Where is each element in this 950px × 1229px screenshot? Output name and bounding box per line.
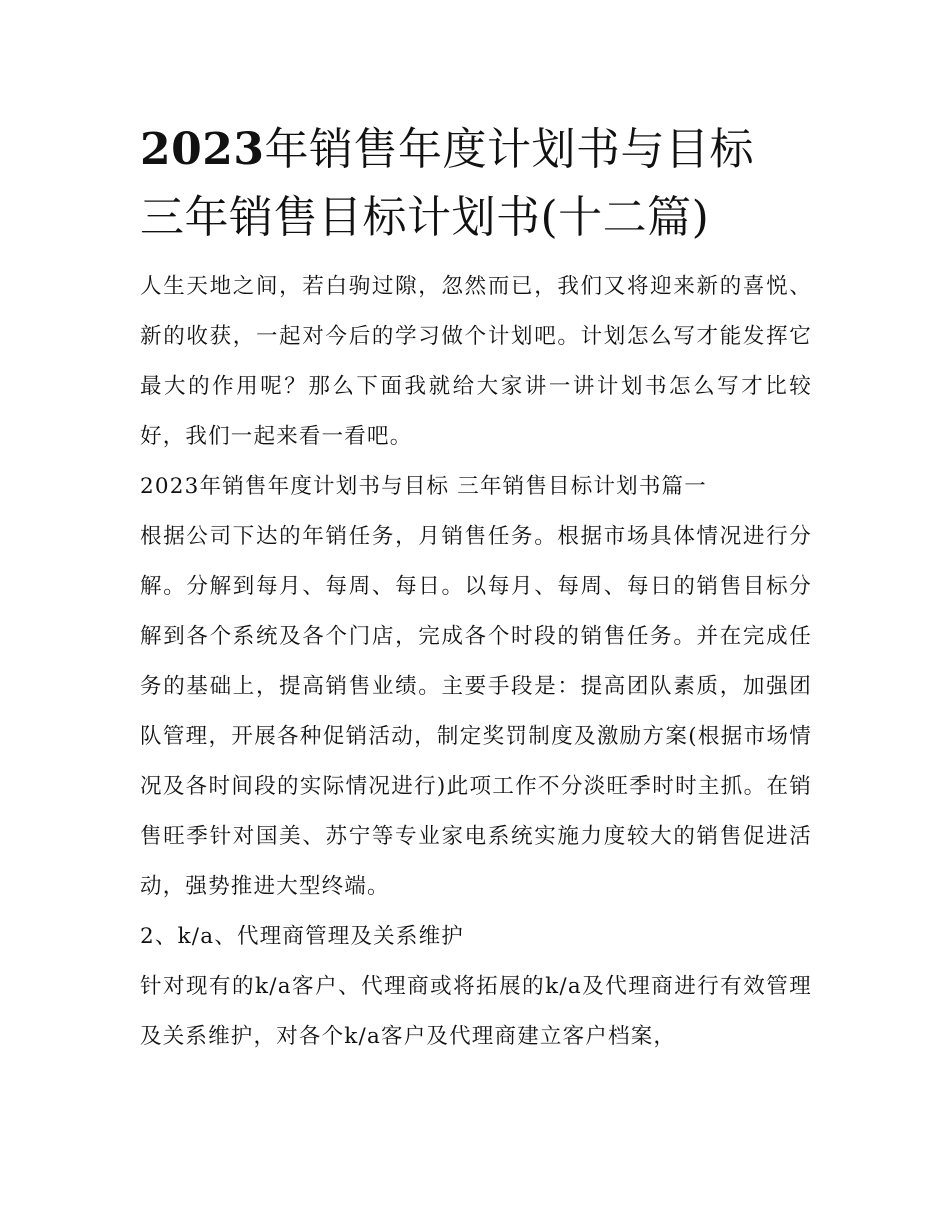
section-1-paragraph: 根据公司下达的年销任务，月销售任务。根据市场具体情况进行分解。分解到每月、每周、每日。以每月、每周、每日的销售目标分解到各个系统及各个门店，完成各个时段的销售任务。并在完成任务的基础上，提高销售业绩。主要手段是：提高团队素质，加强团队管理，开展各种促销活动，制定奖罚制度及激励方案(根据市场情况及各时间段的实际情况进行)此项工作不分淡旺季时时主抓。在销售旺季针对国美、苏宁等专业家电系统实施力度较大的销售促进活动，强势推进大型终端。 bbox=[140, 524, 812, 899]
title-line-2: 三年销售目标计划书(十二篇) bbox=[140, 192, 710, 243]
item-2-paragraph: 针对现有的k/a客户、代理商或将拓展的k/a及代理商进行有效管理及关系维护，对各个k/a客户及代理商建立客户档案， bbox=[140, 974, 812, 1049]
title-line-1-text: 年销售年度计划书与目标 bbox=[264, 124, 754, 175]
section-1-heading: 2023年销售年度计划书与目标 三年销售目标计划书篇一 bbox=[140, 474, 707, 499]
document-body bbox=[140, 262, 812, 1062]
title-line-1 bbox=[140, 116, 812, 184]
document-title bbox=[140, 116, 812, 252]
item-2-heading: 2、k/a、代理商管理及关系维护 bbox=[140, 924, 464, 949]
document-content bbox=[140, 116, 812, 1062]
intro-paragraph: 人生天地之间，若白驹过隙，忽然而已，我们又将迎来新的喜悦、新的收获，一起对今后的学习做个计划吧。计划怎么写才能发挥它最大的作用呢？那么下面我就给大家讲一讲计划书怎么写才比较好，我们一起来看一看吧。 bbox=[140, 274, 812, 449]
title-year: 2023 bbox=[140, 124, 265, 175]
